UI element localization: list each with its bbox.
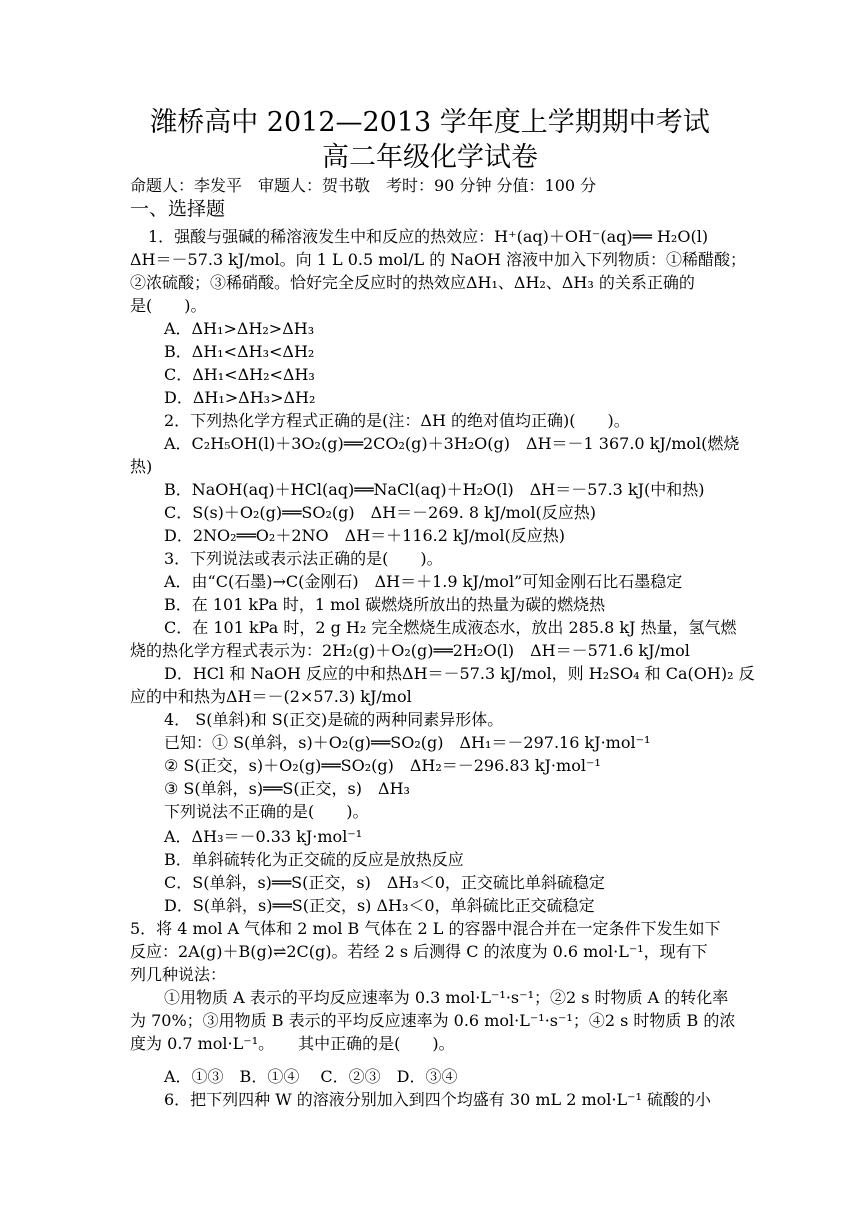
question-2-option-a-cont: 热) xyxy=(130,457,153,476)
question-2-option-d: D．2NO₂══O₂＋2NO ΔH＝＋116.2 kJ/mol(反应热) xyxy=(164,526,565,545)
question-1-option-a: A．ΔH₁>ΔH₂>ΔH₃ xyxy=(164,319,315,338)
exam-info: 命题人：李发平 审题人：贺书敬 考时：90 分钟 分值：100 分 xyxy=(130,176,597,195)
question-4-option-b: B．单斜硫转化为正交硫的反应是放热反应 xyxy=(164,850,464,869)
question-1-line-3: ②浓硫酸；③稀硝酸。恰好完全反应时的热效应ΔH₁、ΔH₂、ΔH₃ 的关系正确的 xyxy=(130,273,695,292)
question-5-line-1: 5．将 4 mol A 气体和 2 mol B 气体在 2 L 的容器中混合并在一定条件下发生如下 xyxy=(130,919,721,938)
question-5-line-2: 反应：2A(g)＋B(g)⇌2C(g)。若经 2 s 后测得 C 的浓度为 0.6 mol·L⁻¹，现有下 xyxy=(130,942,708,961)
question-3-option-d: D．HCl 和 NaOH 反应的中和热ΔH＝－57.3 kJ/mol，则 H₂SO₄ 和 Ca(OH)₂ 反 xyxy=(164,664,755,683)
question-3-option-c: C．在 101 kPa 时，2 g H₂ 完全燃烧生成液态水，放出 285.8 kJ 热量，氢气燃 xyxy=(164,618,737,637)
question-1-option-b: B．ΔH₁<ΔH₃<ΔH₂ xyxy=(164,342,315,361)
question-4-prompt: 下列说法不正确的是( )。 xyxy=(164,802,369,821)
question-5-options: A．①③ B．①④ C．②③ D．③④ xyxy=(164,1067,458,1086)
section-heading: 一、选择题 xyxy=(130,198,226,220)
question-1-line-2: ΔH＝－57.3 kJ/mol。向 1 L 0.5 mol/L 的 NaOH 溶液中加入下列物质：①稀醋酸； xyxy=(130,250,747,269)
question-5-line-3: 列几种说法： xyxy=(130,965,227,984)
question-1-option-d: D．ΔH₁>ΔH₃>ΔH₂ xyxy=(164,388,316,407)
question-2-option-c: C．S(s)＋O₂(g)══SO₂(g) ΔH＝－269. 8 kJ/mol(反应热) xyxy=(164,503,597,522)
question-4-option-c: C．S(单斜，s)══S(正交，s) ΔH₃＜0，正交硫比单斜硫稳定 xyxy=(164,873,605,892)
question-5-statements-1: ①用物质 A 表示的平均反应速率为 0.3 mol·L⁻¹·s⁻¹；②2 s 时物质 A 的转化率 xyxy=(164,988,729,1007)
question-4-option-a: A．ΔH₃＝－0.33 kJ·mol⁻¹ xyxy=(164,827,363,846)
question-2-stem: 2．下列热化学方程式正确的是(注：ΔH 的绝对值均正确)( )。 xyxy=(164,411,630,430)
question-2-option-a: A．C₂H₅OH(l)＋3O₂(g)══2CO₂(g)＋3H₂O(g) ΔH＝－1 367.0 kJ/mol(燃烧 xyxy=(164,434,740,453)
question-3-option-d-cont: 应的中和热为ΔH＝－(2×57.3) kJ/mol xyxy=(130,687,412,706)
question-4-stem: 4． S(单斜)和 S(正交)是硫的两种同素异形体。 xyxy=(164,710,504,729)
exam-subtitle: 高二年级化学试卷 xyxy=(322,142,538,173)
question-6-line-1: 6．把下列四种 W 的溶液分别加入到四个均盛有 30 mL 2 mol·L⁻¹ 硫酸的小 xyxy=(164,1090,712,1109)
question-4-given-2: ② S(正交，s)＋O₂(g)══SO₂(g) ΔH₂＝－296.83 kJ·mol⁻¹ xyxy=(164,756,601,775)
question-4-given-3: ③ S(单斜，s)══S(正交，s) ΔH₃ xyxy=(164,779,410,798)
question-3-option-c-cont: 烧的热化学方程式表示为：2H₂(g)＋O₂(g)══2H₂O(l) ΔH＝－571.6 kJ/mol xyxy=(130,641,690,660)
question-5-statements-2: 为 70%；③用物质 B 表示的平均反应速率为 0.6 mol·L⁻¹·s⁻¹；④2 s 时物质 B 的浓 xyxy=(130,1011,736,1030)
question-1-line-4: 是( )。 xyxy=(130,296,207,315)
question-5-statements-3: 度为 0.7 mol·L⁻¹。 其中正确的是( )。 xyxy=(130,1034,455,1053)
question-2-option-b: B．NaOH(aq)＋HCl(aq)══NaCl(aq)＋H₂O(l) ΔH＝－57.3 kJ(中和热) xyxy=(164,480,705,499)
question-3-option-b: B．在 101 kPa 时，1 mol 碳燃烧所放出的热量为碳的燃烧热 xyxy=(164,595,606,614)
question-3-option-a: A．由“C(石墨)→C(金刚石) ΔH＝＋1.9 kJ/mol”可知金刚石比石墨稳定 xyxy=(164,572,683,591)
question-4-given-1: 已知：① S(单斜，s)＋O₂(g)══SO₂(g) ΔH₁＝－297.16 kJ·mol⁻¹ xyxy=(164,733,651,752)
question-3-stem: 3．下列说法或表示法正确的是( )。 xyxy=(164,549,443,568)
question-1-option-c: C．ΔH₁<ΔH₂<ΔH₃ xyxy=(164,365,315,384)
exam-title: 潍桥高中 2012—2013 学年度上学期期中考试 xyxy=(150,107,710,138)
question-1-line-1: 1．强酸与强碱的稀溶液发生中和反应的热效应：H⁺(aq)＋OH⁻(aq)══ H₂O(l) xyxy=(148,227,709,246)
question-4-option-d: D．S(单斜，s)══S(正交，s) ΔH₃＜0，单斜硫比正交硫稳定 xyxy=(164,896,595,915)
